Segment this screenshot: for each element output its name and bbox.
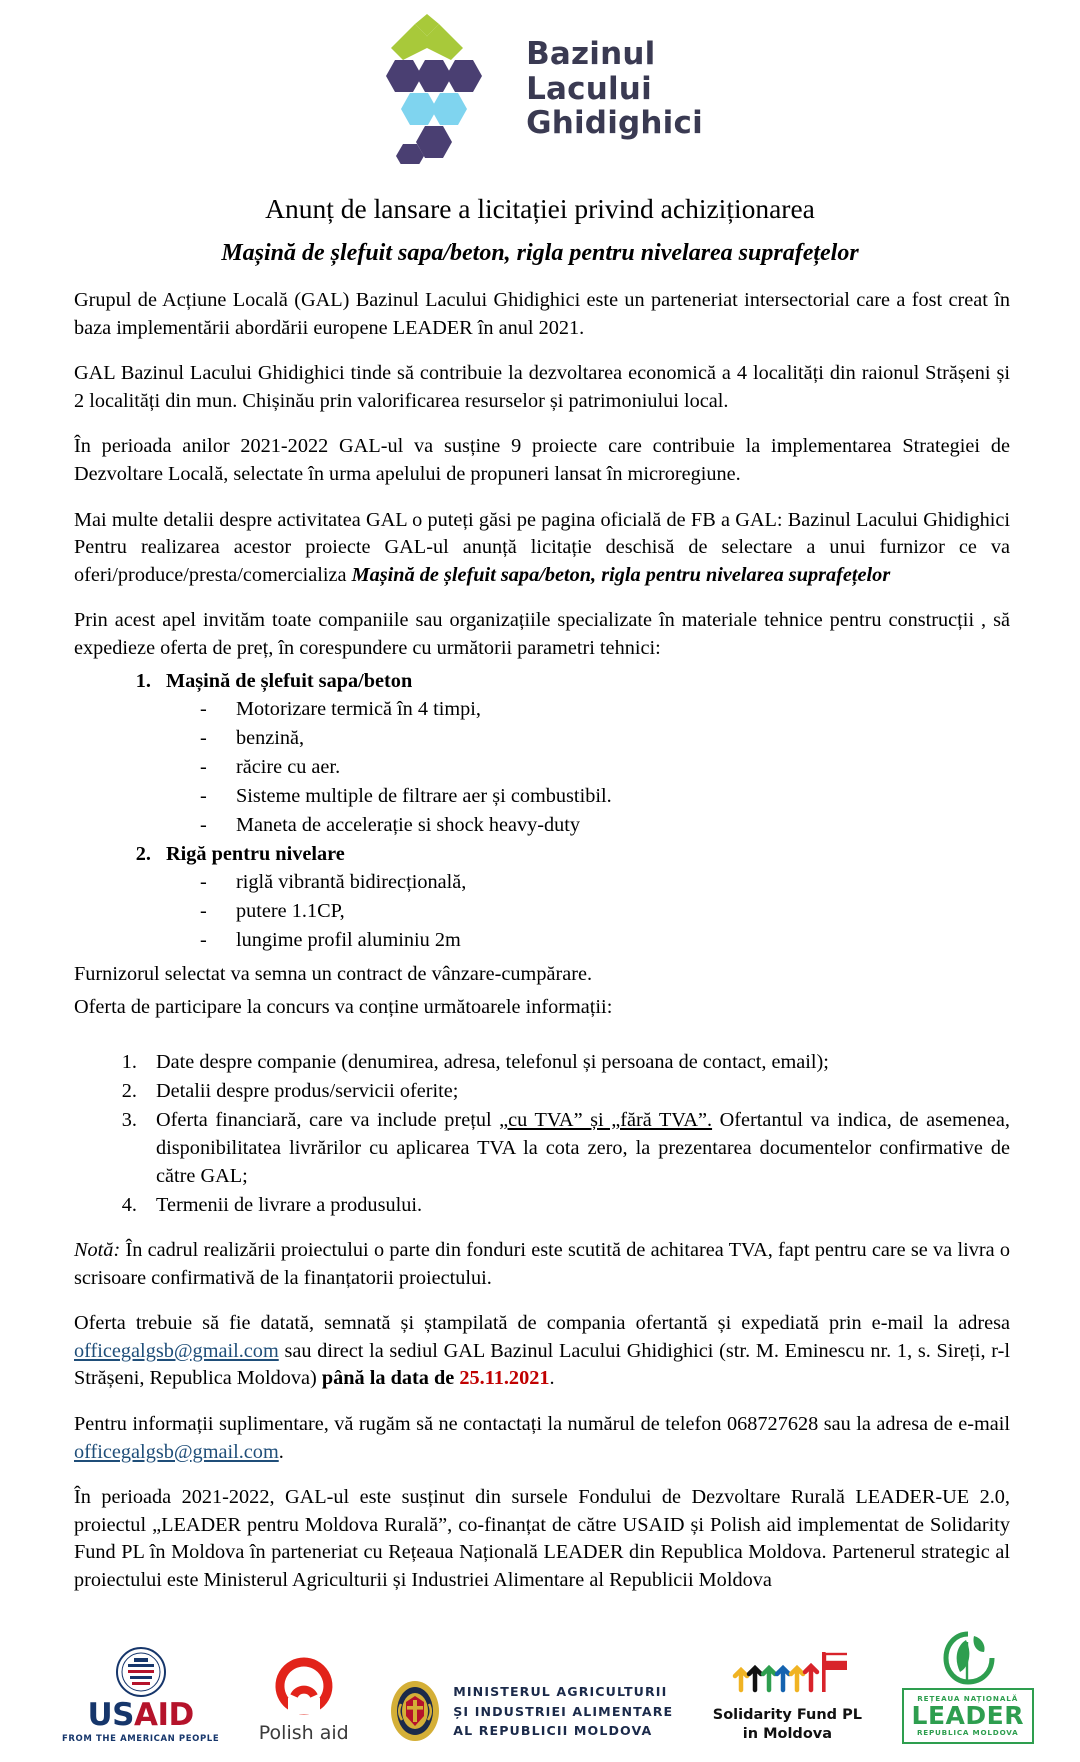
offer-item: 1. Date despre companie (denumirea, adresa, telefonul și persoana de contact, email); bbox=[142, 1048, 1010, 1076]
contact-lead: Pentru informații suplimentare, vă rugăm să ne contactați la numărul de telefon bbox=[74, 1412, 727, 1435]
header-logo-block bbox=[0, 0, 1080, 170]
spec-item-list bbox=[166, 695, 1010, 839]
technical-spec-list bbox=[74, 667, 1010, 955]
spec-item: - benzină, bbox=[200, 724, 1010, 753]
contact-email-link[interactable]: officegalgsb@gmail.com bbox=[74, 1440, 279, 1463]
solidarity-fund-pl-logo bbox=[713, 1646, 862, 1744]
logo-line-2: Lacului bbox=[526, 70, 652, 107]
paragraph-note bbox=[74, 1237, 1010, 1292]
usaid-logo bbox=[62, 1646, 219, 1744]
logo-wordmark bbox=[526, 37, 703, 141]
paragraph-contact bbox=[74, 1411, 1010, 1466]
ministry-line-1: MINISTERUL AGRICULTURII bbox=[453, 1684, 668, 1700]
paragraph-mission: GAL Bazinul Lacului Ghidighici tinde să contribuie la dezvoltarea economică a 4 localități din raionul Strășeni și 2 localități din mun. Chișinău prin valorificarea resurselor și patrimoniului local. bbox=[74, 362, 1010, 412]
submission-deadline-date: 25.11.2021 bbox=[459, 1367, 550, 1390]
solidarity-wordmark bbox=[713, 1706, 862, 1744]
submission-email-link[interactable]: officegalgsb@gmail.com bbox=[74, 1339, 279, 1362]
hexagon-grape-icon bbox=[377, 14, 512, 164]
spec-item-list bbox=[166, 868, 1010, 954]
note-label: Notă: bbox=[74, 1238, 121, 1261]
page-subtitle: Mașină de șlefuit sapa/beton, rigla pentru nivelarea suprafețelor bbox=[221, 240, 859, 267]
offer-item-financial-rest: Ofertantul va indica, de asemenea, disponibilitatea livrărilor cu aplicarea TVA la cota zero, la prezentarea documentelor confirmative de către GAL; bbox=[156, 1108, 1010, 1187]
paragraph-details bbox=[74, 507, 1010, 590]
spec-item: - putere 1.1CP, bbox=[200, 897, 1010, 926]
paragraph-projects: În perioada anilor 2021-2022 GAL-ul va susține 9 proiecte care contribuie la implementarea Strategiei de Dezvoltare Locală, selectate în urma apelului de propuneri lansat în microregiune. bbox=[74, 435, 1010, 486]
offer-item: 4. Termenii de livrare a produsului. bbox=[142, 1191, 1010, 1219]
paragraph-contract: Furnizorul selectat va semna un contract de vânzare-cumpărare. bbox=[74, 962, 593, 985]
paragraph-details-text: Mai multe detalii despre activitatea GAL o puteți găsi pe pagina oficială de FB a GAL: Bazinul Lacului Ghidighici Pentru realizarea acestor proiecte GAL-ul anunță licitație deschisă de selectare a unui furnizor ce va oferi/produce/presta/comercializa bbox=[74, 508, 1010, 586]
spec-group-heading: Rigă pentru nivelare bbox=[166, 842, 345, 865]
usaid-tagline: FROM THE AMERICAN PEOPLE bbox=[62, 1734, 220, 1745]
ministry-line-2: ȘI INDUSTRIEI ALIMENTARE bbox=[453, 1703, 674, 1719]
spec-group-heading: Mașină de șlefuit sapa/beton bbox=[166, 669, 413, 692]
contact-mid: sau la adresa de e-mail bbox=[818, 1412, 1010, 1435]
offer-item-financial-lead: Oferta financiară, care va include prețul bbox=[156, 1108, 500, 1131]
ministry-of-agriculture-logo bbox=[388, 1678, 673, 1744]
offer-requirements-list bbox=[74, 1048, 1010, 1219]
ministry-wordmark bbox=[453, 1682, 673, 1741]
leader-leaf-icon bbox=[926, 1630, 1010, 1688]
ministry-line-3: AL REPUBLICII MOLDOVA bbox=[453, 1723, 653, 1739]
usaid-wordmark bbox=[87, 1697, 194, 1734]
spec-item: - riglă vibrantă bidirecțională, bbox=[200, 868, 1010, 897]
logo-line-3: Ghidighici bbox=[526, 105, 703, 142]
paragraph-intro: Grupul de Acțiune Locală (GAL) Bazinul Lacului Ghidighici este un parteneriat intersectorial care a fost creat în baza implementării abordării europene LEADER în anul 2021. bbox=[74, 289, 1010, 339]
spec-group bbox=[156, 840, 1010, 955]
polish-aid-mark-icon bbox=[272, 1656, 336, 1716]
usaid-us: US bbox=[87, 1697, 134, 1734]
bazinul-lacului-ghidighici-logo bbox=[377, 14, 703, 164]
submission-period: . bbox=[549, 1367, 555, 1390]
polish-aid-logo bbox=[259, 1656, 349, 1744]
leader-title: LEADER bbox=[911, 1701, 1024, 1731]
spec-item: - lungime profil aluminiu 2m bbox=[200, 926, 1010, 955]
offer-item-financial bbox=[142, 1106, 1010, 1190]
paragraph-submission bbox=[74, 1310, 1010, 1393]
offer-item: 2. Detalii despre produs/servicii oferite; bbox=[142, 1077, 1010, 1105]
contact-phone: 068727628 bbox=[726, 1412, 819, 1435]
spec-group bbox=[156, 667, 1010, 840]
document-body bbox=[0, 287, 1080, 1594]
leader-wordmark-box bbox=[902, 1688, 1034, 1744]
solidarity-line-2: in Moldova bbox=[742, 1726, 833, 1743]
leader-network-logo bbox=[902, 1630, 1034, 1744]
spec-item: - Sisteme multiple de filtrare aer și combustibil. bbox=[200, 782, 1010, 811]
solidarity-line-1: Solidarity Fund PL bbox=[712, 1707, 862, 1724]
paragraph-funding: În perioada 2021-2022, GAL-ul este susținut din sursele Fondului de Dezvoltare Rurală LEADER-UE 2.0, proiectul „LEADER pentru Moldova Rurală”, co-finanțat de către USAID și Polish aid implementat de Solidarity Fund PL în Moldova în parteneriat cu Rețeaua Națională LEADER din Republica Moldova. Partenerul strategic al proiectului este Ministerul Agriculturii și Industriei Alimentare al Republicii Moldova bbox=[74, 1486, 1010, 1591]
logo-line-1: Bazinul bbox=[526, 35, 656, 72]
moldova-coat-of-arms-icon bbox=[388, 1678, 442, 1744]
usaid-seal-icon bbox=[112, 1646, 170, 1698]
paragraph-details-product: Mașină de șlefuit sapa/beton, rigla pentru nivelarea suprafețelor bbox=[351, 563, 891, 586]
offer-item-financial-underlined: „cu TVA” și „fără TVA”. bbox=[499, 1108, 713, 1131]
note-text: În cadrul realizării proiectului o parte din fonduri este scutită de achitarea TVA, fapt pentru care se va livra o scrisoare confirmativă de la finanțatorii proiectului. bbox=[74, 1238, 1010, 1289]
page-title: Anunț de lansare a licitației privind achiziționarea bbox=[265, 193, 815, 224]
contact-period: . bbox=[278, 1440, 284, 1463]
paragraph-invitation: Prin acest apel invităm toate companiile sau organizațiile specializate în materiale tehnice pentru construcții , să expedieze oferta de preț, în corespundere cu următorii parametri tehnici: bbox=[74, 609, 1010, 660]
spec-item: - Maneta de accelerație si shock heavy-duty bbox=[200, 811, 1010, 840]
submission-address: sau direct la sediul GAL Bazinul Lacului Ghidighici (str. M. Eminescu nr. 1, s. Sireți, r-l Strășeni, Republica Moldova) bbox=[74, 1339, 1010, 1390]
spec-item: - răcire cu aer. bbox=[200, 753, 1010, 782]
submission-lead: Oferta trebuie să fie datată, semnată și ștampilată de compania ofertantă și expediată prin e-mail la adresa bbox=[74, 1312, 1010, 1335]
footer-logo-bar bbox=[0, 1594, 1080, 1762]
paragraph-offer-intro: Oferta de participare la concurs va conține următoarele informații: bbox=[74, 996, 613, 1019]
solidarity-figures-icon bbox=[727, 1646, 847, 1702]
polish-aid-label: Polish aid bbox=[258, 1722, 349, 1745]
spec-item: - Motorizare termică în 4 timpi, bbox=[200, 695, 1010, 724]
usaid-aid: AID bbox=[133, 1697, 194, 1734]
leader-supertitle: REȚEAUA NAȚIONALĂ bbox=[917, 1694, 1019, 1704]
leader-subtitle: REPUBLICA MOLDOVA bbox=[916, 1728, 1019, 1738]
submission-deadline-label: până la data de bbox=[321, 1367, 460, 1390]
